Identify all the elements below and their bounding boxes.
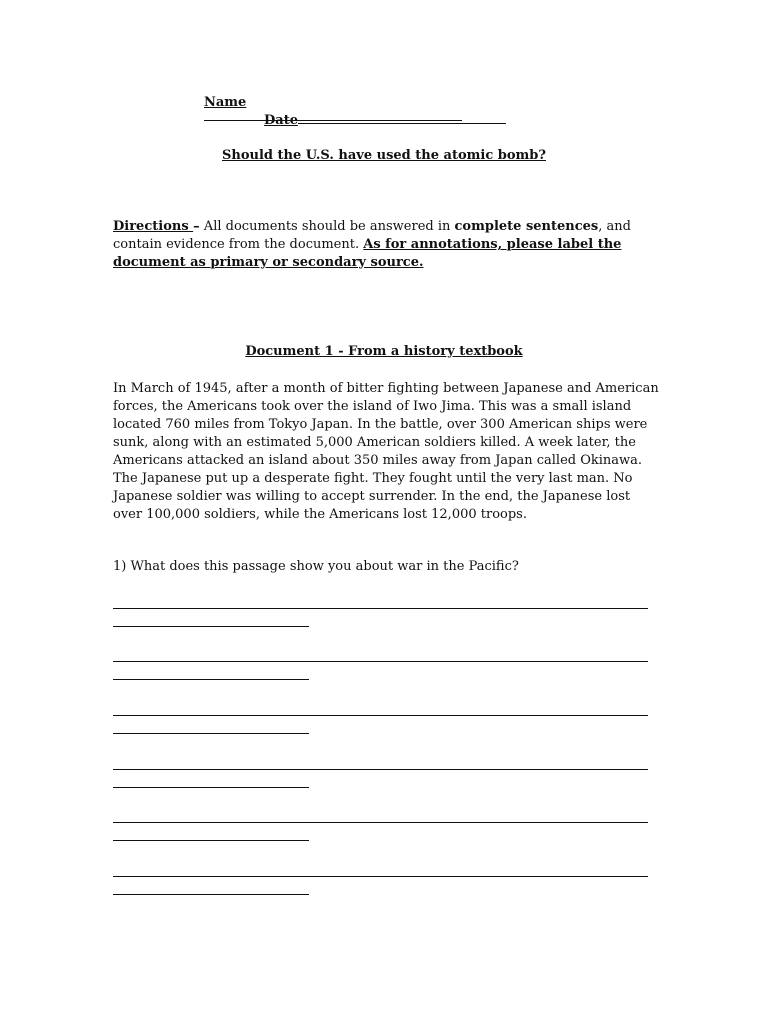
name-label: Name <box>204 95 247 110</box>
worksheet-title: Should the U.S. have used the atomic bomb? <box>221 148 546 163</box>
answer-line[interactable] <box>113 715 648 716</box>
answer-line[interactable] <box>113 608 648 609</box>
answer-line-short[interactable] <box>113 787 309 788</box>
directions-text-2: , and contain evidence from the document. <box>113 219 631 252</box>
date-label: Date <box>264 113 298 128</box>
answer-line-short[interactable] <box>113 894 309 895</box>
document1-heading: Document 1 - From a history textbook <box>245 344 523 359</box>
directions-paragraph <box>113 218 653 272</box>
document1-passage: In March of 1945, after a month of bitter fighting between Japanese and American forces, the Americans took over the island of Iwo Jima. This was a small island located 760 miles from Tokyo Japan. In the battle, over 300 American ships were sunk, along with an estimated 5,000 American soldiers killed. A week later, the Americans attacked an island about 350 miles away from Japan called Okinawa. The Japanese put up a desperate fight. They fought until the very last man. No Japanese soldier was willing to accept surrender. In the end, the Japanese lost over 100,000 soldiers, while the Americans lost 12,000 troops. <box>113 381 659 522</box>
date-line <box>264 113 509 128</box>
question1-text: 1) What does this passage show you about war in the Pacific? <box>113 559 519 574</box>
directions-bold-phrase: complete sentences <box>454 219 599 234</box>
answer-line-short[interactable] <box>113 626 309 627</box>
answer-line-short[interactable] <box>113 679 309 680</box>
answer-line[interactable] <box>113 769 648 770</box>
directions-label: Directions <box>113 219 194 234</box>
directions-dash: – <box>193 219 200 234</box>
answer-line-short[interactable] <box>113 840 309 841</box>
answer-line[interactable] <box>113 822 648 823</box>
answer-line[interactable] <box>113 661 648 662</box>
directions-annotation-note: As for annotations, please label the document as primary or secondary source. <box>113 237 622 270</box>
directions-text-1: All documents should be answered in <box>199 219 455 234</box>
date-blank <box>298 122 506 124</box>
answer-line-short[interactable] <box>113 733 309 734</box>
answer-line[interactable] <box>113 876 648 877</box>
